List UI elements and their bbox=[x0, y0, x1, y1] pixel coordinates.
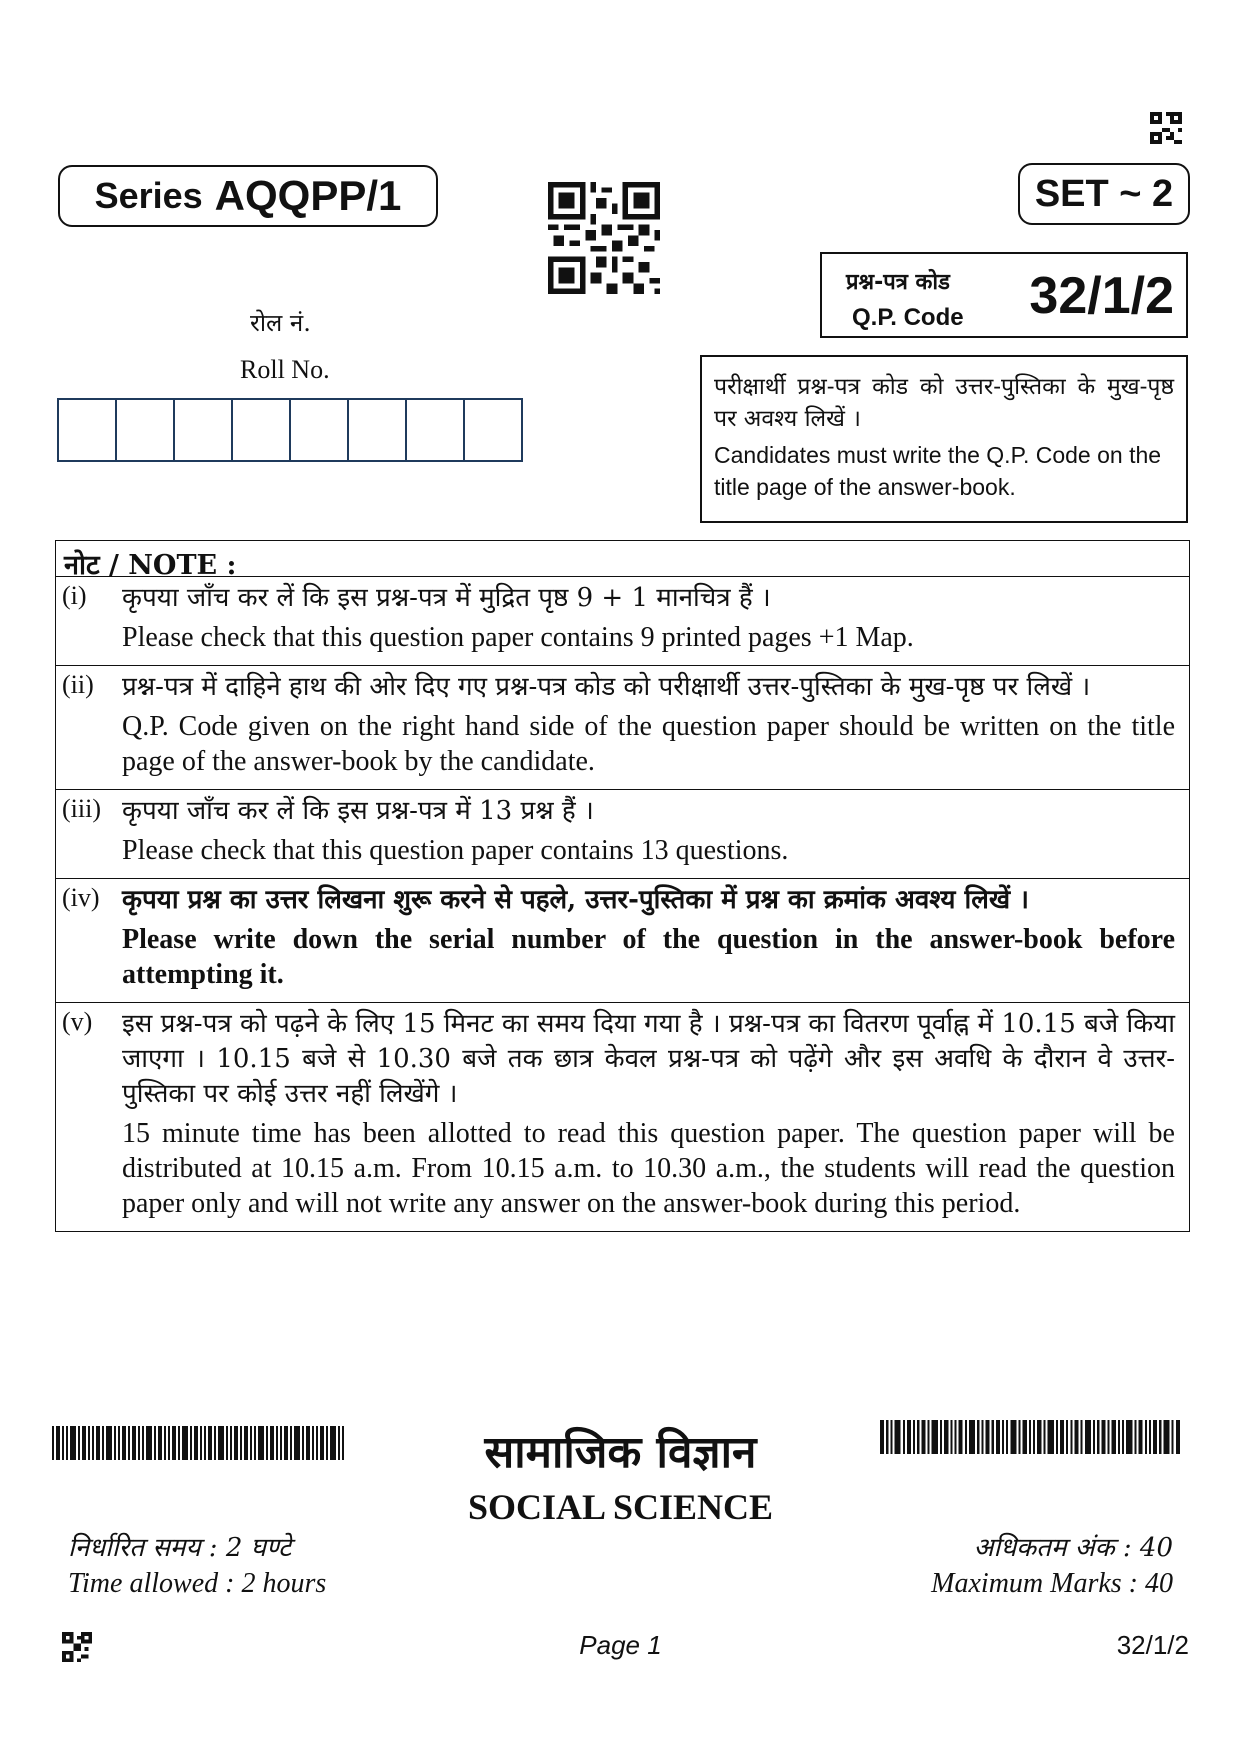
subject-title-hindi: सामाजिक विज्ञान bbox=[484, 1427, 757, 1478]
roll-no-grid[interactable] bbox=[57, 398, 523, 462]
candidate-instruction-hindi: परीक्षार्थी प्रश्न-पत्र कोड को उत्तर-पुस्तिका के मुख-पृष्ठ पर अवश्य लिखें । bbox=[714, 374, 1174, 432]
subject-title: SOCIAL SCIENCE bbox=[467, 1487, 774, 1527]
qp-code-box bbox=[820, 252, 1188, 338]
candidate-instruction-box bbox=[700, 355, 1188, 523]
roll-no-box[interactable] bbox=[291, 400, 349, 460]
qp-code-label-hindi: प्रश्न-पत्र कोड bbox=[846, 270, 950, 295]
series-value: AQQPP/1 bbox=[214, 172, 402, 219]
qp-code-label: Q.P. Code bbox=[852, 304, 964, 331]
note-item bbox=[56, 666, 1189, 790]
page-number: Page 1 bbox=[579, 1630, 662, 1660]
qp-code-value: 32/1/2 bbox=[1029, 267, 1174, 325]
note-heading: नोट / NOTE : bbox=[56, 541, 1189, 577]
series-label: Series bbox=[94, 175, 203, 216]
time-allowed-hindi: निर्धारित समय : 2 घण्टे bbox=[68, 1533, 292, 1563]
note-item-hindi: प्रश्न-पत्र में दाहिने हाथ की ओर दिए गए प्रश्न-पत्र कोड को परीक्षार्थी उत्तर-पुस्तिका के मुख-पृष्ठ पर लिखें । bbox=[122, 672, 1091, 702]
roll-no-box[interactable] bbox=[175, 400, 233, 460]
note-item-english: Q.P. Code given on the right hand side of the question paper should be written on the title page of the answer-book by the candidate. bbox=[122, 711, 1175, 777]
qr-code-icon bbox=[1150, 112, 1182, 144]
roll-no-box[interactable] bbox=[465, 400, 521, 460]
note-item-english: Please check that this question paper contains 9 printed pages +1 Map. bbox=[122, 622, 914, 653]
set-label: SET ~ 2 bbox=[1018, 163, 1190, 225]
maximum-marks-hindi: अधिकतम अंक : 40 bbox=[973, 1533, 1173, 1563]
note-item bbox=[56, 577, 1189, 666]
candidate-instruction-english: Candidates must write the Q.P. Code on the title page of the answer-book. bbox=[714, 442, 1162, 500]
note-item-number: (v) bbox=[62, 1007, 93, 1036]
note-item-english: 15 minute time has been allotted to read this question paper. The question paper will be distributed at 10.15 a.m. From 10.15 a.m. to 10.30 a.m., the students will read the question paper only and will not write any answer on the answer-book during this period. bbox=[122, 1118, 1175, 1219]
note-item-number: (i) bbox=[62, 581, 87, 610]
roll-no-box[interactable] bbox=[407, 400, 465, 460]
note-item bbox=[56, 1003, 1189, 1231]
note-table bbox=[55, 540, 1190, 1232]
roll-no-box[interactable] bbox=[59, 400, 117, 460]
note-item bbox=[56, 879, 1189, 1003]
maximum-marks: Maximum Marks : 40 bbox=[931, 1568, 1173, 1599]
note-item-hindi: कृपया प्रश्न का उत्तर लिखना शुरू करने से पहले, उत्तर-पुस्तिका में प्रश्न का क्रमांक अवश्य लिखें । bbox=[122, 885, 1029, 915]
note-item-number: (ii) bbox=[62, 670, 94, 699]
roll-no-label-hindi: रोल नं. bbox=[250, 309, 311, 337]
roll-no-box[interactable] bbox=[233, 400, 291, 460]
note-item-english: Please write down the serial number of the question in the answer-book before attempting it. bbox=[122, 924, 1175, 990]
qr-code-icon bbox=[548, 182, 660, 294]
note-item-hindi: कृपया जाँच कर लें कि इस प्रश्न-पत्र में मुद्रित पृष्ठ 9 + 1 मानचित्र हैं । bbox=[122, 583, 771, 613]
roll-no-box[interactable] bbox=[349, 400, 407, 460]
note-item-number: (iv) bbox=[62, 883, 100, 912]
footer-qp-code: 32/1/2 bbox=[1116, 1630, 1189, 1660]
roll-no-label: Roll No. bbox=[240, 355, 330, 384]
note-item-number: (iii) bbox=[62, 794, 101, 823]
note-item-hindi: इस प्रश्न-पत्र को पढ़ने के लिए 15 मिनट का समय दिया गया है । प्रश्न-पत्र का वितरण पूर्वाह्न में 10.15 बजे किया जाएगा । 10.15 बजे से 10.30 बजे तक छात्र केवल प्रश्न-पत्र को पढ़ेंगे और इस अवधि के दौरान वे उत्तर-पुस्तिका पर कोई उत्तर नहीं लिखेंगे । bbox=[122, 1009, 1175, 1109]
time-allowed: Time allowed : 2 hours bbox=[68, 1568, 327, 1599]
note-item bbox=[56, 790, 1189, 879]
series-box bbox=[58, 165, 438, 227]
note-item-hindi: कृपया जाँच कर लें कि इस प्रश्न-पत्र में 13 प्रश्न हैं । bbox=[122, 796, 594, 826]
note-item-english: Please check that this question paper contains 13 questions. bbox=[122, 835, 789, 866]
roll-no-box[interactable] bbox=[117, 400, 175, 460]
